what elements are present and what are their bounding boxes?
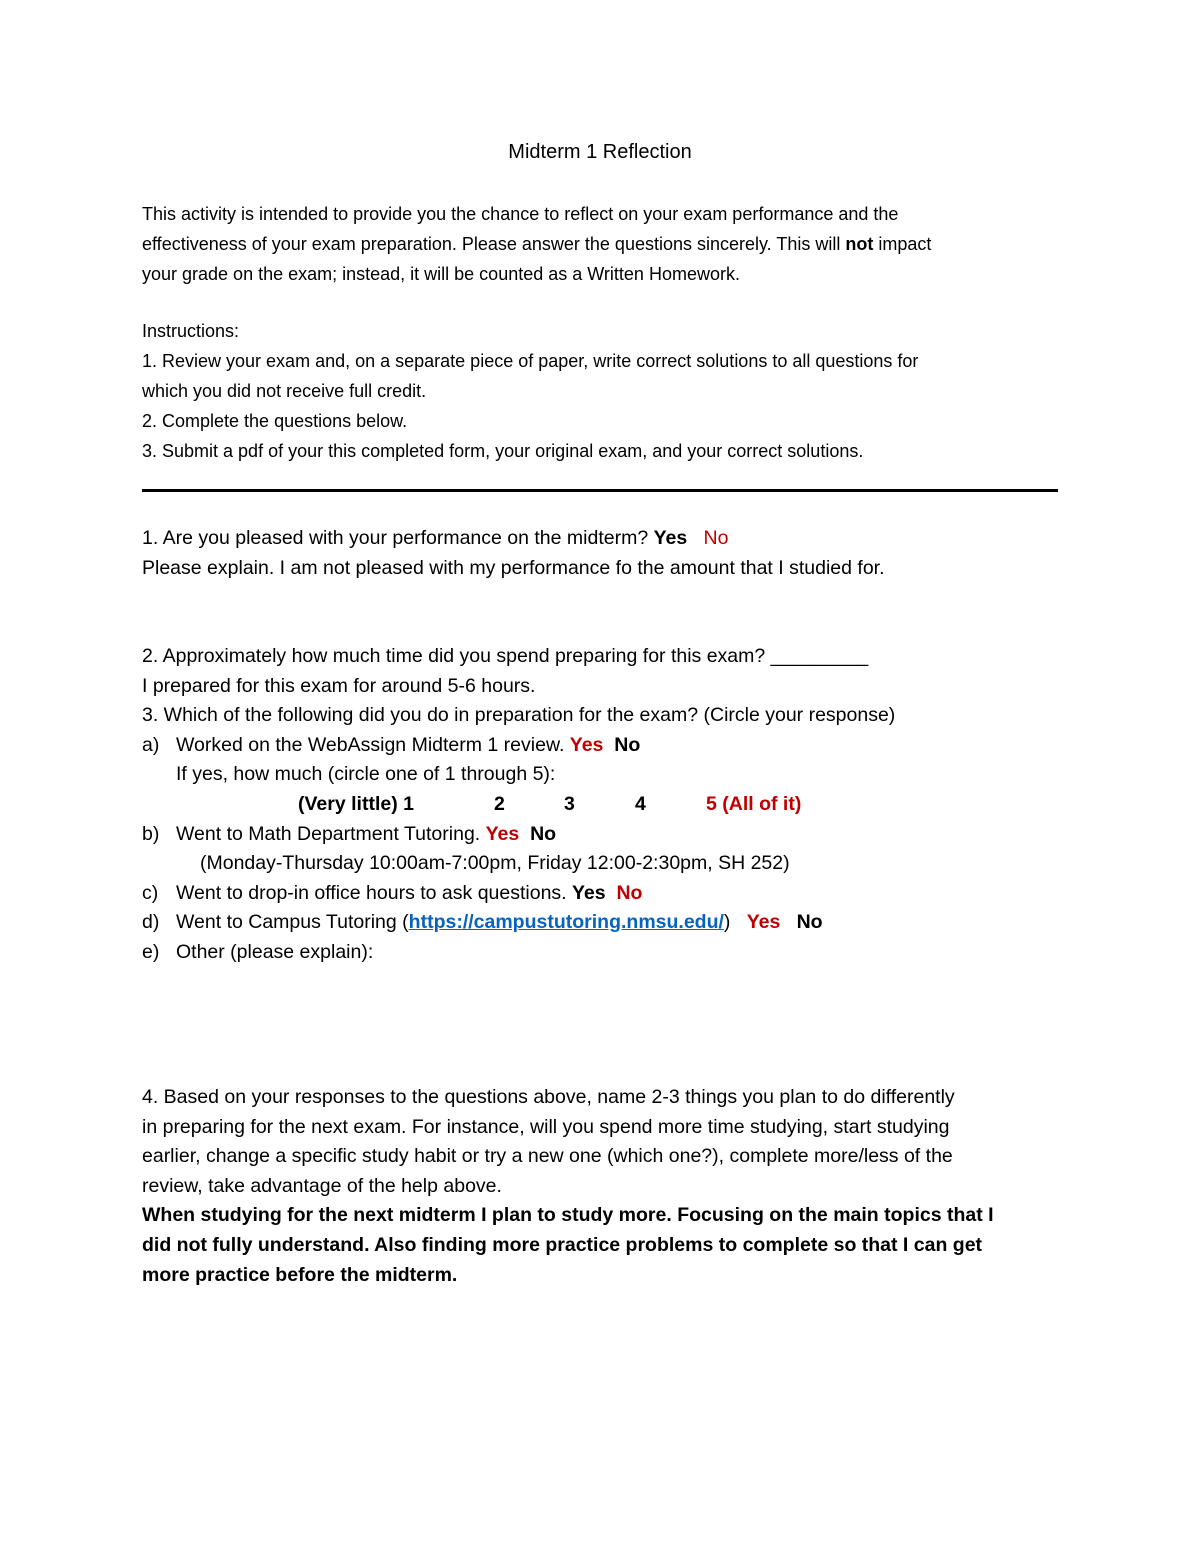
scale-option-2[interactable]: 2 <box>494 792 505 815</box>
question-2-text: 2. Approximately how much time did you spend preparing for this exam? _________ <box>142 645 869 667</box>
emphasis-not: not <box>845 234 874 254</box>
option-a: a) Worked on the WebAssign Midterm 1 review. Yes No <box>142 733 641 756</box>
instruction-item: 3. Submit a pdf of your this completed form, your original exam, and your correct solutions. <box>142 441 864 461</box>
option-d-no[interactable]: No <box>796 911 823 934</box>
instruction-item: 1. Review your exam and, on a separate piece of paper, write correct solutions to all questions for <box>142 351 919 371</box>
intro-line: This activity is intended to provide you the chance to reflect on your exam performance and the <box>142 204 899 224</box>
option-c-yes[interactable]: Yes <box>572 881 606 904</box>
option-c-no-selected[interactable]: No <box>616 881 643 904</box>
q1-yes-option[interactable]: Yes <box>653 527 688 549</box>
intro-paragraph <box>142 199 1072 289</box>
option-b-hours: (Monday-Thursday 10:00am-7:00pm, Friday 12:00-2:30pm, SH 252) <box>200 852 790 875</box>
question-4-text: in preparing for the next exam. For instance, will you spend more time studying, start studying <box>142 1115 950 1138</box>
instructions-heading: Instructions: <box>142 321 240 341</box>
instructions <box>142 316 1072 466</box>
option-d-yes-selected[interactable]: Yes <box>746 911 781 934</box>
question-2-answer: I prepared for this exam for around 5-6 hours. <box>142 674 536 697</box>
scale-option-1[interactable]: (Very little) 1 <box>298 792 414 815</box>
scale-option-4[interactable]: 4 <box>635 792 646 815</box>
effort-scale <box>142 790 1072 820</box>
question-4-answer: did not fully understand. Also finding more practice problems to complete so that I can get <box>142 1233 983 1256</box>
campus-tutoring-link[interactable]: https://campustutoring.nmsu.edu/ <box>408 911 724 934</box>
option-b-yes-selected[interactable]: Yes <box>485 822 520 845</box>
option-a-no[interactable]: No <box>614 733 641 756</box>
option-e: e) Other (please explain): <box>142 940 374 963</box>
scale-option-5-selected[interactable]: 5 (All of it) <box>706 792 802 815</box>
question-1-text: 1. Are you pleased with your performance on the midterm? Yes No <box>142 527 729 549</box>
question-4 <box>142 1083 1072 1290</box>
question-4-answer: more practice before the midterm. <box>142 1263 458 1286</box>
option-a-yes-selected[interactable]: Yes <box>569 733 604 756</box>
option-b-no[interactable]: No <box>530 822 557 845</box>
question-4-text: review, take advantage of the help above. <box>142 1174 502 1197</box>
question-3-text: 3. Which of the following did you do in preparation for the exam? (Circle your response) <box>142 704 896 727</box>
instruction-item: 2. Complete the questions below. <box>142 411 408 431</box>
question-1 <box>142 524 1072 583</box>
instruction-item: which you did not receive full credit. <box>142 381 427 401</box>
intro-line: your grade on the exam; instead, it will be counted as a Written Homework. <box>142 264 740 284</box>
section-divider <box>142 489 1058 492</box>
question-4-text: earlier, change a specific study habit or try a new one (which one?), complete more/less of the <box>142 1145 953 1168</box>
question-1-explain: Please explain. I am not pleased with my performance fo the amount that I studied for. <box>142 556 885 579</box>
q1-no-option-selected[interactable]: No <box>703 527 729 549</box>
question-4-answer: When studying for the next midterm I plan to study more. Focusing on the main topics that I <box>142 1204 994 1227</box>
scale-option-3[interactable]: 3 <box>564 792 575 815</box>
option-b: b) Went to Math Department Tutoring. Yes No <box>142 822 557 845</box>
option-d: d) Went to Campus Tutoring (https://campustutoring.nmsu.edu/) Yes No <box>142 911 823 934</box>
option-c: c) Went to drop-in office hours to ask questions. Yes No <box>142 881 643 904</box>
page-title: Midterm 1 Reflection <box>508 141 692 163</box>
intro-line: effectiveness of your exam preparation. Please answer the questions sincerely. This will not impact <box>142 234 932 254</box>
question-4-text: 4. Based on your responses to the questions above, name 2-3 things you plan to do differently <box>142 1086 955 1108</box>
option-a-followup: If yes, how much (circle one of 1 through 5): <box>176 763 556 786</box>
question-2-and-3 <box>142 642 1072 968</box>
